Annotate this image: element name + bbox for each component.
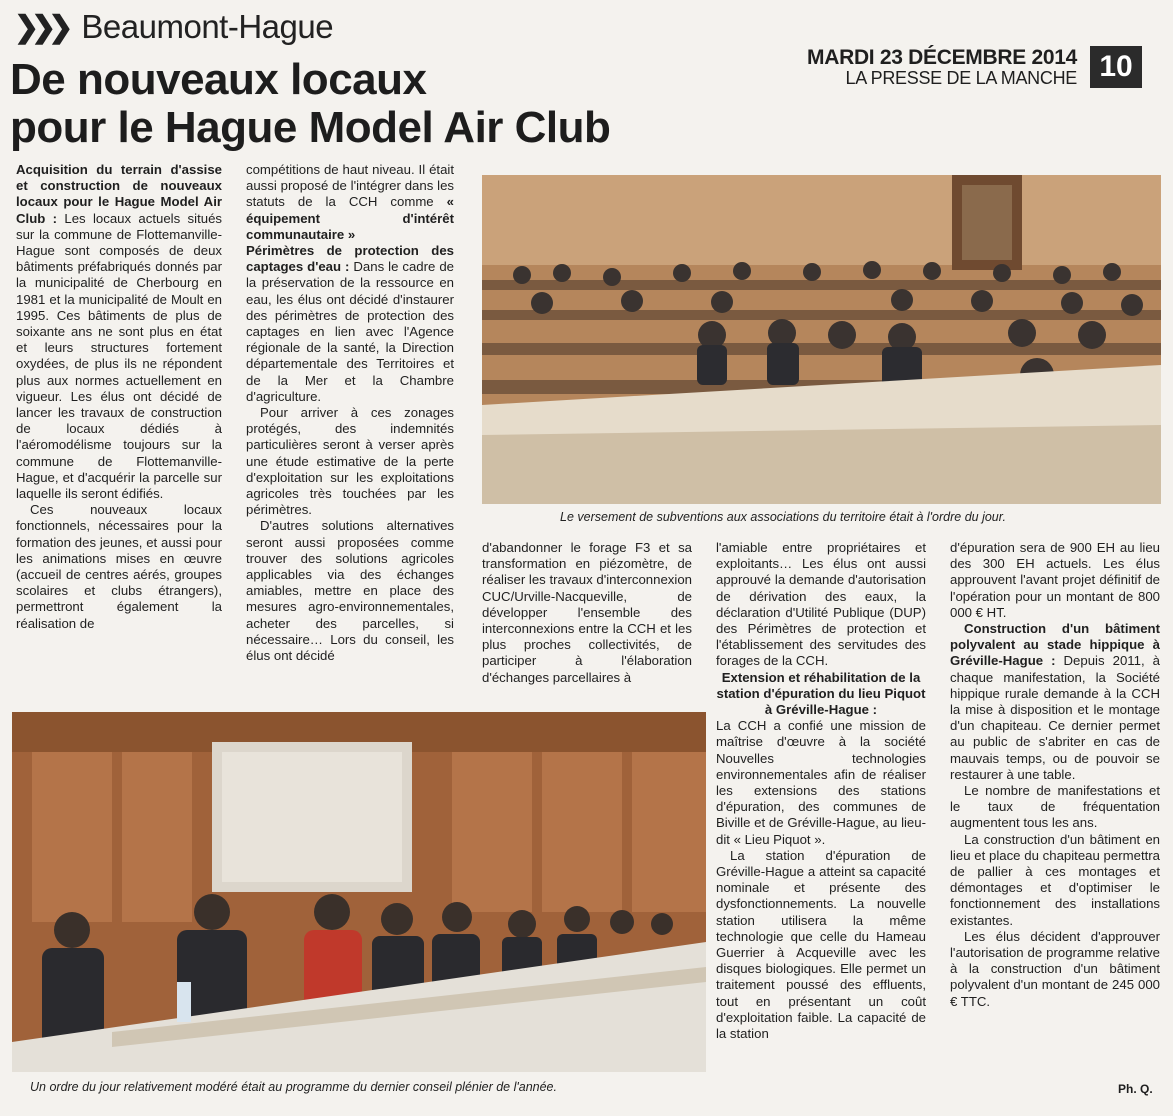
article-column-4 <box>716 540 926 1042</box>
paragraph: Les élus décident d'approuver l'autorisation de programme relative à la construction d'un bâtiment polyvalent d'un montant de 245 000 € TTC. <box>950 928 1160 1009</box>
subhead: Périmètres de protection des captages d'eau : <box>246 243 454 275</box>
paragraph: Le nombre de manifestations et le taux de fréquentation augmentent tous les ans. <box>950 783 1160 831</box>
council-photo-bottom <box>12 712 706 1072</box>
headline-line-1: De nouveaux locaux <box>10 55 427 104</box>
photo-top-caption: Le versement de subventions aux associations du territoire était à l'ordre du jour. <box>560 510 1006 524</box>
council-photo-bottom-image <box>12 712 706 1072</box>
photo-credit: Ph. Q. <box>1118 1082 1153 1096</box>
article-column-2 <box>246 162 454 664</box>
paragraph <box>246 243 454 405</box>
article-column-1 <box>16 162 222 632</box>
paragraph: La construction d'un bâtiment en lieu et place du chapiteau permettra de pallier à ces montages et démontages et d'optimiser le fonctionnement des installations existantes. <box>950 831 1160 928</box>
section-title: Beaumont-Hague <box>81 8 334 45</box>
article-column-5 <box>950 540 1160 1010</box>
subhead: Extension et réhabilitation de la station d'épuration du lieu Piquot à Gréville-Hague : <box>716 669 926 718</box>
subhead: Construction d'un bâtiment polyvalent au stade hippique à Gréville-Hague : <box>950 621 1160 669</box>
issue-date: MARDI 23 DÉCEMBRE 2014 <box>807 46 1077 69</box>
paragraph <box>16 162 222 502</box>
chevron-icon: ❯❯❯ <box>14 10 66 44</box>
paragraph: La CCH a confié une mission de maîtrise d'œuvre à la société Nouvelles technologies environnementales afin de réaliser les extensions des stations d'épuration, des communes de Biville et de Gréville-Hague, au lieu-dit « Lieu Piquot ». <box>716 718 926 847</box>
paragraph: d'épuration sera de 900 EH au lieu des 300 EH actuels. Les élus approuvent l'avant projet définitif de l'opération pour un montant de 800 000 € HT. <box>950 540 1160 620</box>
emphasis: « équipement d'intérêt communautaire » <box>246 194 454 242</box>
paragraph-text: Dans le cadre de la préservation de la ressource en eau, les élus ont décidé d'instaurer des périmètres de protection des captages en lien avec l'Agence régionale de la santé, la Direction départementale des Territoires et de la Mer et la Chambre d'agriculture. <box>246 259 454 404</box>
photo-bottom-caption: Un ordre du jour relativement modéré était au programme du dernier conseil plénier de l'année. <box>30 1080 557 1094</box>
paragraph-text: compétitions de haut niveau. Il était aussi proposé de l'intégrer dans les statuts de la CCH comme <box>246 162 454 210</box>
subhead: Acquisition du terrain d'assise et construction de nouveaux locaux pour le Hague Model Air Club : <box>16 162 222 226</box>
paragraph: l'amiable entre propriétaires et exploitants… Les élus ont aussi approuvé la demande d'autorisation de dérivation des eaux, la déclaration d'Utilité Publique (DUP) des Périmètres de protection et l'établissement des servitudes des forages de la CCH. <box>716 540 926 669</box>
headline-line-2: pour le Hague Model Air Club <box>10 103 611 152</box>
publication-name: LA PRESSE DE LA MANCHE <box>845 68 1077 88</box>
paragraph: Pour arriver à ces zonages protégés, des indemnités particulières seront à verser après une étude estimative de la perte d'exploitation sur les exploitations agricoles très touchées par les périmètres. <box>246 405 454 518</box>
paragraph: La station d'épuration de Gréville-Hague a atteint sa capacité nominale et présente des dysfonctionnements. La nouvelle station utilisera la même technologie que celle du Hameau Guerrier à Acqueville avec les disques biologiques. Elle permet un traitement poussé des effluents, tout en présentant un coût d'exploitation faible. La capacité de la station <box>716 847 926 1042</box>
article-headline <box>10 56 810 152</box>
page-number: 10 <box>1090 46 1142 88</box>
paragraph: D'autres solutions alternatives seront aussi proposées comme trouver des solutions agricoles applicables via des échanges amiables, mettre en place des mesures agro-environnementales, acheter des parcelles, si nécessaire… Lors du conseil, les élus ont décidé <box>246 518 454 664</box>
paragraph <box>246 162 454 243</box>
council-photo-top-image <box>482 175 1161 504</box>
paragraph <box>950 621 1160 783</box>
paragraph-text: Les locaux actuels situés sur la commune de Flottemanville-Hague sont composés de deux bâtiments préfabriqués donnés par la municipalité de Cherbourg en 1981 et la municipalité de Moult en 1995. Ces bâtiments de plus de soixante ans ne sont plus en état et leurs structures fortement oxydées, de plus ils ne répondent plus aux normes actuellement en vigueur. Les élus ont décidé de lancer les travaux de construction de locaux dédiés à l'aéromodélisme toujours sur la commune de Flottemanville-Hague, et d'acquérir la parcelle sur laquelle ils seront édifiés. <box>16 210 222 502</box>
article-column-3 <box>482 540 692 686</box>
paragraph: d'abandonner le forage F3 et sa transformation en piézomètre, de réaliser les travaux d'interconnexion CUC/Urville-Nacqueville, de développer l'ensemble des interconnexions entre la CCH et les plus proches collectivités, de participer à l'élaboration d'échanges parcellaires à <box>482 540 692 685</box>
paragraph: Ces nouveaux locaux fonctionnels, nécessaires pour la formation des jeunes, et aussi pour les animations mises en œuvre (accueil de centres aérés, groupes scolaires et clubs étrangers), permettront également la réalisation de <box>16 502 222 631</box>
paragraph <box>716 670 926 719</box>
section-label <box>14 8 333 46</box>
council-photo-top <box>482 175 1161 504</box>
paragraph-text: Depuis 2011, à chaque manifestation, la Société hippique rurale demande à la CCH la mise à disposition et le montage d'un chapiteau. Ce dernier permet au public de s'abriter en cas de mauvais temps, ou de pouvoir se restaurer à une table. <box>950 653 1160 782</box>
